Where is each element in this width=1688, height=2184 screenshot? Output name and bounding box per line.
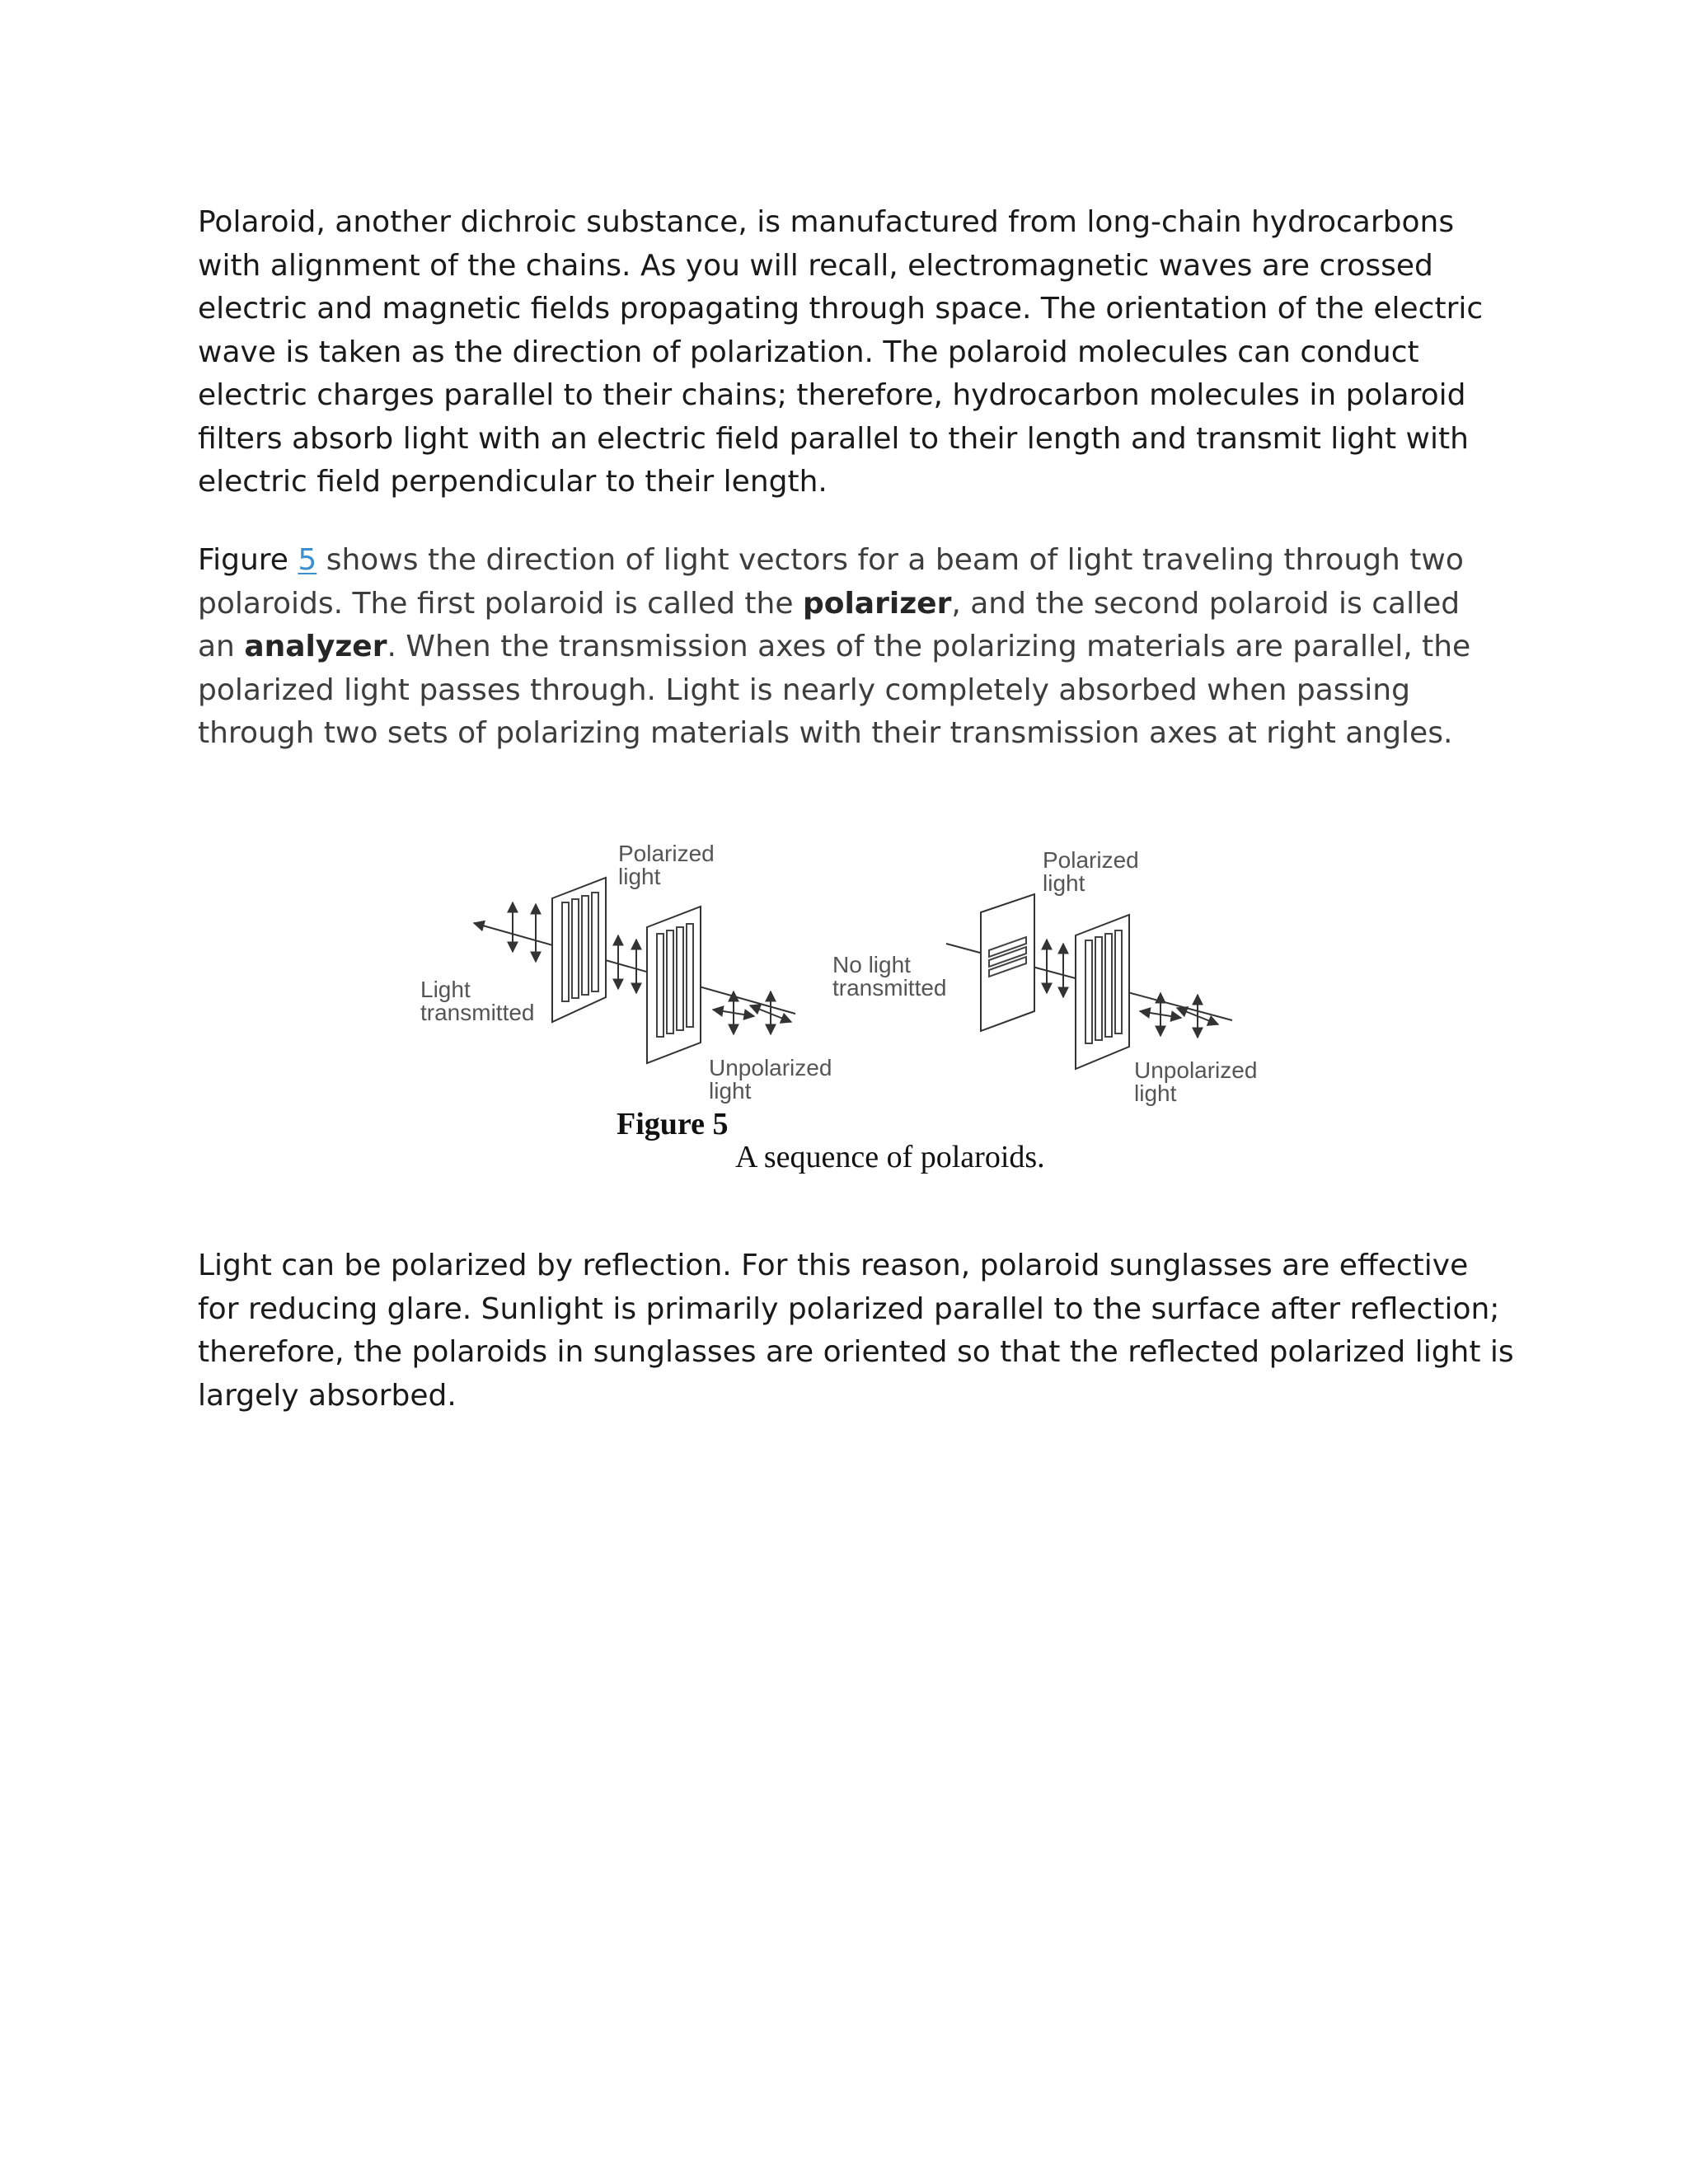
polaroid-sequence-figure — [420, 837, 1286, 1125]
label-no-light-transmitted-1: No light — [832, 952, 911, 977]
paragraph-line: wave is taken as the direction of polarization. The polaroid molecules can conduct — [198, 335, 1419, 369]
label-no-light-transmitted-2: transmitted — [832, 975, 947, 1001]
label-light-transmitted-2: transmitted — [420, 1000, 535, 1025]
label-polarized-light-right-2: light — [1043, 870, 1085, 896]
paragraph-line: therefore, the polaroids in sunglasses are oriented so that the reflected polarized light is — [198, 1335, 1514, 1369]
label-polarized-light-left-2: light — [618, 864, 661, 889]
label-polarized-light-left-1: Polarized — [618, 841, 715, 866]
paragraph-figure-description — [198, 539, 1517, 756]
line-text: an — [198, 630, 245, 663]
label-unpolarized-light-right-2: light — [1134, 1080, 1177, 1106]
unpolarized-vector-arrows — [713, 991, 791, 1034]
paragraph-polaroid-intro — [198, 201, 1517, 504]
paragraph-line — [198, 539, 1517, 583]
label-light-transmitted-1: Light — [420, 977, 471, 1002]
figure-caption-title: Figure 5 — [617, 1107, 729, 1141]
paragraph-line: through two sets of polarizing materials with their transmission axes at right angles. — [198, 716, 1453, 750]
figure-lead-text: Figure — [198, 543, 298, 577]
line-text: polaroids. The first polaroid is called the — [198, 586, 803, 621]
term-polarizer: polarizer — [802, 586, 952, 621]
right-diagram-no-light-transmitted — [832, 847, 1257, 1106]
figure-5-link[interactable]: 5 — [298, 543, 317, 577]
line-text: . When the transmission axes of the polarizing materials are parallel, the — [387, 630, 1471, 663]
paragraph-line: with alignment of the chains. As you will recall, electromagnetic waves are crossed — [198, 248, 1433, 283]
paragraph-line: filters absorb light with an electric field parallel to their length and transmit light with — [198, 421, 1469, 456]
label-polarized-light-right-1: Polarized — [1043, 847, 1139, 873]
unpolarized-vector-arrows — [1140, 993, 1218, 1038]
vertical-vector-arrows — [1047, 940, 1063, 997]
paragraph-line — [198, 583, 1517, 626]
left-diagram-light-transmitted — [420, 841, 832, 1104]
paragraph-line: electric field perpendicular to their length. — [198, 465, 828, 499]
label-unpolarized-light-left-1: Unpolarized — [709, 1055, 832, 1080]
term-analyzer: analyzer — [244, 630, 387, 663]
paragraph-line — [198, 626, 1517, 669]
paragraph-reflection-polarization — [198, 1244, 1517, 1418]
paragraph-line: electric and magnetic fields propagating through space. The orientation of the electric — [198, 292, 1484, 326]
paragraph-line: polarized light passes through. Light is nearly completely absorbed when passing — [198, 673, 1410, 707]
line-text: shows the direction of light vectors for a beam of light traveling through two — [316, 543, 1464, 577]
paragraph-line: for reducing glare. Sunlight is primarily polarized parallel to the surface after reflection; — [198, 1291, 1500, 1326]
line-text: , and the second polaroid is called — [951, 586, 1461, 621]
paragraph-line: Light can be polarized by reflection. For this reason, polaroid sunglasses are effective — [198, 1249, 1469, 1282]
paragraph-line: electric charges parallel to their chains; therefore, hydrocarbon molecules in polaroid — [198, 378, 1466, 412]
polaroid-diagram — [420, 837, 1286, 1125]
label-unpolarized-light-left-2: light — [709, 1078, 752, 1104]
figure-caption-text: A sequence of polaroids. — [735, 1140, 1045, 1174]
paragraph-line: largely absorbed. — [198, 1378, 457, 1413]
label-unpolarized-light-right-1: Unpolarized — [1134, 1057, 1258, 1083]
paragraph-line: Polaroid, another dichroic substance, is manufactured from long-chain hydrocarbons — [198, 205, 1455, 239]
